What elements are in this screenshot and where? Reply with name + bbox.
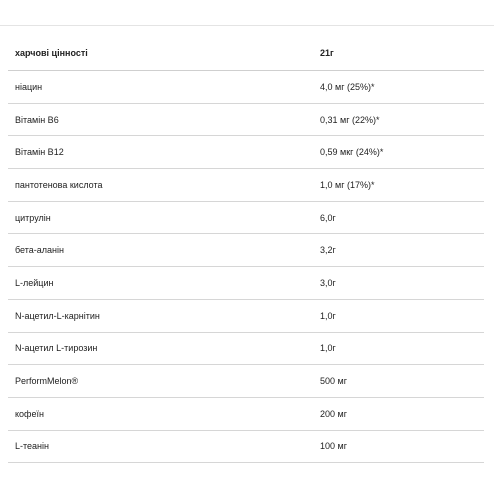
- table-row: [8, 136, 484, 169]
- nutrient-amount: 500 мг: [320, 376, 347, 387]
- nutrient-amount: 1,0г: [320, 343, 336, 354]
- nutrition-table: [8, 36, 484, 463]
- table-row: [8, 300, 484, 333]
- nutrient-amount: 4,0 мг (25%)*: [320, 81, 375, 92]
- table-row: [8, 267, 484, 300]
- nutrient-name: N-ацетил L-тирозин: [15, 343, 98, 354]
- table-row: [8, 202, 484, 235]
- nutrient-name: Вітамін B12: [15, 147, 64, 158]
- header-value-cell: 21г: [320, 48, 334, 58]
- nutrient-name: кофеїн: [15, 408, 44, 419]
- table-row: [8, 234, 484, 267]
- nutrient-name: бета-аланін: [15, 245, 64, 256]
- nutrient-name: PerformMelon®: [15, 376, 79, 387]
- nutrient-amount: 1,0г: [320, 310, 336, 321]
- nutrient-name: L-теанін: [15, 441, 49, 452]
- nutrient-name: цитрулін: [15, 212, 51, 223]
- table-row: [8, 431, 484, 464]
- nutrient-name: N-ацетил-L-карнітин: [15, 310, 100, 321]
- nutrient-amount: 0,31 мг (22%)*: [320, 114, 380, 125]
- table-row: [8, 169, 484, 202]
- nutrient-name: ніацин: [15, 81, 43, 92]
- nutrient-amount: 6,0г: [320, 212, 336, 223]
- table-row: [8, 398, 484, 431]
- nutrient-amount: 0,59 мкг (24%)*: [320, 147, 384, 158]
- nutrient-amount: 3,0г: [320, 277, 336, 288]
- nutrient-amount: 100 мг: [320, 441, 347, 452]
- header-name-cell: харчові цінності: [15, 48, 88, 58]
- nutrient-amount: 1,0 мг (17%)*: [320, 179, 375, 190]
- table-row: [8, 71, 484, 104]
- nutrient-amount: 200 мг: [320, 408, 347, 419]
- table-row: [8, 104, 484, 137]
- top-divider: [0, 25, 494, 26]
- nutrient-name: Вітамін B6: [15, 114, 59, 125]
- table-row: [8, 365, 484, 398]
- nutrient-name: пантотенова кислота: [15, 179, 103, 190]
- nutrient-amount: 3,2г: [320, 245, 336, 256]
- table-row: [8, 333, 484, 366]
- nutrient-name: L-лейцин: [15, 277, 54, 288]
- table-header-row: [8, 36, 484, 71]
